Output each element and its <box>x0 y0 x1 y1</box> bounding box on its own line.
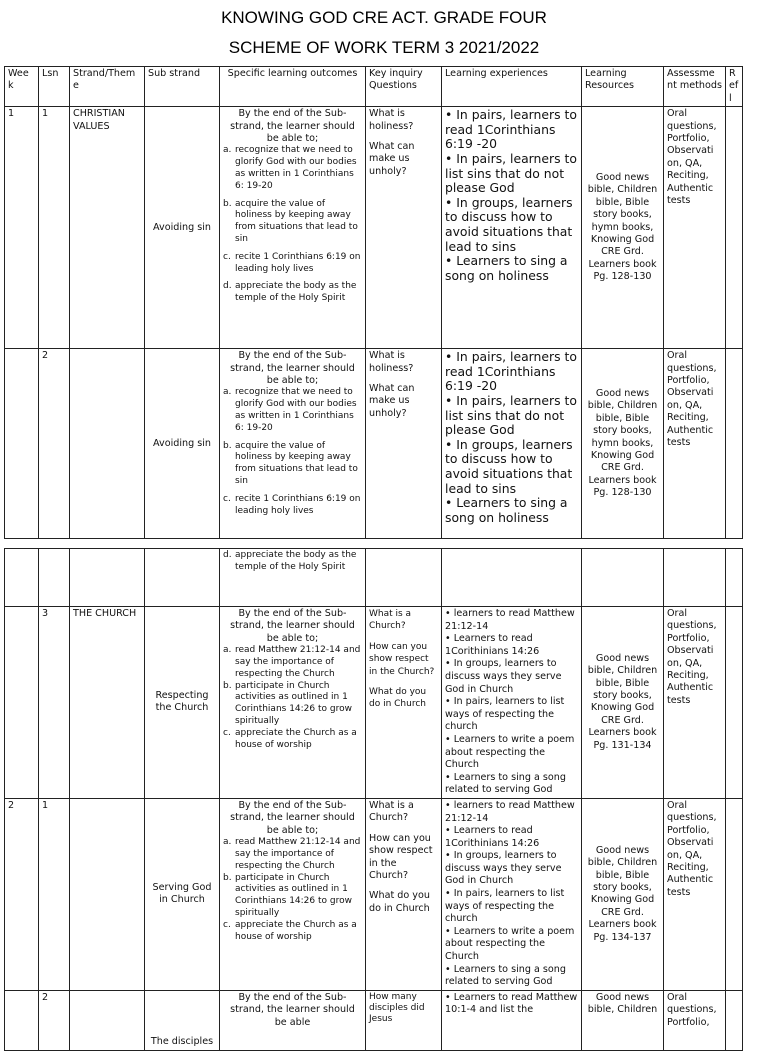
header-resources: Learning Resources <box>582 67 664 107</box>
outcome-letter: a. <box>223 837 232 848</box>
outcome-item <box>223 199 362 246</box>
outcome-letter: d. <box>223 281 232 292</box>
cell-strand <box>70 798 145 990</box>
experience-item: • In pairs, learners to read 1Corinthians 6:19 -20 <box>445 107 577 152</box>
cell-outcomes <box>220 349 366 539</box>
cell-experiences <box>442 607 582 799</box>
cell-resources: Good news bible, Children bible, Bible story books, Knowing God CRE Grd. Learners book Pg. 134-137 <box>582 798 664 990</box>
outcome-item <box>223 145 362 192</box>
header-strand: Strand/Them e <box>70 67 145 107</box>
experience-item: • In groups, learners to discuss ways they serve God in Church <box>445 658 562 695</box>
outcome-item <box>223 387 362 434</box>
outcome-text: read Matthew 21:12-14 and say the importance of respecting the Church <box>235 645 361 679</box>
experience-item: • Learners to sing a song on holiness <box>445 495 568 525</box>
outcome-lead: By the end of the Sub-strand, the learner should be able to; <box>230 350 355 387</box>
outcome-letter: c. <box>223 919 231 930</box>
table-row <box>5 107 743 349</box>
inquiry-question: What is holiness? <box>369 350 414 374</box>
header-experiences: Learning experiences <box>442 67 582 107</box>
experience-item: • In pairs, learners to list ways of respecting the church <box>445 696 565 733</box>
outcome-letter: c. <box>223 727 231 738</box>
outcome-lead: By the end of the Sub-strand, the learner should be able to; <box>230 608 355 644</box>
cell-week <box>5 549 39 607</box>
cell-strand <box>70 549 145 607</box>
cell-assessment: Oral questions, Portfolio, Observati on, QA, Reciting, Authentic tests <box>664 607 726 799</box>
header-outcomes: Specific learning outcomes <box>220 67 366 107</box>
experience-item: • Learners to sing a song related to serving God <box>445 963 566 988</box>
outcome-text: appreciate the Church as a house of worship <box>235 919 357 942</box>
scheme-table-part-2 <box>4 548 743 1051</box>
experience-item: • In pairs, learners to read 1Corinthians 6:19 -20 <box>445 349 577 394</box>
inquiry-question: What do you do in Church <box>369 687 427 710</box>
header-week: Wee k <box>5 67 39 107</box>
outcome-item <box>223 645 362 680</box>
cell-assessment: Oral questions, Portfolio, Observati on, QA, Reciting, Authentic tests <box>664 798 726 990</box>
inquiry-question: What is a Church? <box>369 609 412 632</box>
header-ref: R ef l <box>726 67 743 107</box>
cell-outcomes <box>220 990 366 1050</box>
cell-ref <box>726 607 743 799</box>
header-substrand: Sub strand <box>145 67 220 107</box>
cell-ref <box>726 990 743 1050</box>
cell-strand <box>70 349 145 539</box>
outcome-letter: b. <box>223 872 232 883</box>
cell-lsn: 1 <box>39 798 70 990</box>
cell-week <box>5 349 39 539</box>
cell-substrand: The disciples <box>145 990 220 1050</box>
inquiry-question: How many disciples did Jesus <box>369 991 425 1024</box>
outcome-letter: a. <box>223 645 232 656</box>
outcome-item <box>223 920 362 944</box>
experience-item: • In groups, learners to discuss ways they serve God in Church <box>445 850 562 887</box>
cell-lsn: 3 <box>39 607 70 799</box>
cell-assessment: Oral questions, Portfolio, Observati on, QA, Reciting, Authentic tests <box>664 107 726 349</box>
cell-inquiry <box>366 349 442 539</box>
experience-item: • In pairs, learners to list sins that do not please God <box>445 393 577 438</box>
cell-assessment <box>664 549 726 607</box>
cell-experiences <box>442 349 582 539</box>
cell-week: 2 <box>5 798 39 990</box>
cell-lsn: 1 <box>39 107 70 349</box>
outcome-letter: b. <box>223 198 232 209</box>
cell-experiences <box>442 107 582 349</box>
inquiry-question: What can make us unholy? <box>369 141 415 177</box>
cell-ref <box>726 549 743 607</box>
outcome-text: recite 1 Corinthians 6:19 on leading holy lives <box>235 251 361 274</box>
header-lsn: Lsn <box>39 67 70 107</box>
outcome-letter: a. <box>223 145 232 156</box>
outcome-item <box>223 873 362 920</box>
cell-assessment: Oral questions, Portfolio, Observati on, QA, Reciting, Authentic tests <box>664 349 726 539</box>
inquiry-question: How can you show respect in the Church? <box>369 832 433 881</box>
table-row <box>5 607 743 799</box>
cell-inquiry <box>366 990 442 1050</box>
experience-item: • Learners to sing a song related to serving God <box>445 771 566 796</box>
header-inquiry: Key inquiry Questions <box>366 67 442 107</box>
cell-ref <box>726 349 743 539</box>
cell-ref <box>726 107 743 349</box>
experience-item: • In pairs, learners to list ways of respecting the church <box>445 888 565 925</box>
cell-lsn <box>39 549 70 607</box>
table-row <box>5 990 743 1050</box>
cell-strand: THE CHURCH <box>70 607 145 799</box>
header-row <box>5 67 743 107</box>
scheme-table-part-1 <box>4 66 743 539</box>
experience-item: • Learners to read Matthew 10:1-4 and list the <box>445 991 578 1016</box>
cell-lsn: 2 <box>39 990 70 1050</box>
cell-inquiry <box>366 549 442 607</box>
cell-strand: CHRISTIAN VALUES <box>70 107 145 349</box>
document-title: KNOWING GOD CRE ACT. GRADE FOUR <box>221 8 547 27</box>
inquiry-question: How can you show respect in the Church? <box>369 641 435 677</box>
outcome-lead: By the end of the Sub-strand, the learner should be able to; <box>230 108 355 145</box>
outcome-text: recognize that we need to glorify God with our bodies as written in 1 Corinthians 6: 19-20 <box>235 387 357 433</box>
outcome-item <box>223 550 362 574</box>
experience-item: • In groups, learners to discuss how to avoid situations that lead to sins <box>445 436 573 496</box>
outcome-item <box>223 441 362 488</box>
table-row <box>5 349 743 539</box>
outcome-item <box>223 837 362 872</box>
table-row <box>5 798 743 990</box>
cell-substrand: Serving God in Church <box>145 798 220 990</box>
experience-item: • In groups, learners to discuss how to avoid situations that lead to sins <box>445 194 573 254</box>
outcome-text: acquire the value of holiness by keeping away from situations that lead to sin <box>235 198 358 245</box>
outcome-lead: By the end of the Sub-strand, the learner should be able to; <box>230 799 355 836</box>
cell-inquiry <box>366 798 442 990</box>
cell-week <box>5 990 39 1050</box>
cell-resources <box>582 549 664 607</box>
outcome-text: appreciate the body as the temple of the Holy Spirit <box>235 281 357 304</box>
experience-item: • Learners to write a poem about respecting the Church <box>445 733 575 771</box>
outcome-letter: b. <box>223 440 232 451</box>
experience-item: • learners to read Matthew 21:12-14 <box>445 608 575 632</box>
cell-outcomes <box>220 549 366 607</box>
outcome-text: recite 1 Corinthians 6:19 on leading holy lives <box>235 493 361 516</box>
inquiry-question: What is holiness? <box>369 108 414 132</box>
outcome-text: acquire the value of holiness by keeping away from situations that lead to sin <box>235 440 358 487</box>
cell-ref <box>726 798 743 990</box>
inquiry-question: What is a Church? <box>369 799 414 824</box>
outcome-text: recognize that we need to glorify God with our bodies as written in 1 Corinthians 6: 19-20 <box>235 145 357 191</box>
outcome-letter: b. <box>223 680 232 691</box>
cell-experiences <box>442 990 582 1050</box>
cell-experiences <box>442 549 582 607</box>
outcome-item <box>223 494 362 518</box>
outcome-text: appreciate the body as the temple of the Holy Spirit <box>235 550 357 572</box>
outcome-text: read Matthew 21:12-14 and say the importance of respecting the Church <box>235 837 361 871</box>
cell-substrand <box>145 549 220 607</box>
cell-outcomes <box>220 607 366 799</box>
cell-resources: Good news bible, Children bible, Bible story books, Knowing God CRE Grd. Learners book Pg. 131-134 <box>582 607 664 799</box>
cell-substrand: Respecting the Church <box>145 607 220 799</box>
cell-resources: Good news bible, Children <box>582 990 664 1050</box>
experience-item: • learners to read Matthew 21:12-14 <box>445 799 575 824</box>
outcome-letter: c. <box>223 251 231 262</box>
outcome-text: appreciate the Church as a house of worship <box>235 727 357 750</box>
outcome-item <box>223 252 362 276</box>
cell-resources: Good news bible, Children bible, Bible story books, hymn books, Knowing God CRE Grd. Learners book Pg. 128-130 <box>582 349 664 539</box>
experience-item: • Learners to write a poem about respecting the Church <box>445 925 575 963</box>
cell-substrand: Avoiding sin <box>145 107 220 349</box>
cell-experiences <box>442 798 582 990</box>
header-assessment: Assessme nt methods <box>664 67 726 107</box>
cell-inquiry <box>366 107 442 349</box>
table-row-continued <box>5 549 743 607</box>
outcome-letter: a. <box>223 387 232 398</box>
cell-week <box>5 607 39 799</box>
cell-outcomes <box>220 798 366 990</box>
cell-inquiry <box>366 607 442 799</box>
cell-strand <box>70 990 145 1050</box>
cell-assessment: Oral questions, Portfolio, <box>664 990 726 1050</box>
cell-lsn: 2 <box>39 349 70 539</box>
outcome-lead: By the end of the Sub-strand, the learner should be able <box>230 991 355 1028</box>
experience-item: • Learners to read 1Corithinians 14:26 <box>445 633 540 657</box>
outcome-item <box>223 681 362 728</box>
outcome-text: participate in Church activities as outlined in 1 Corinthians 14:26 to grow spiritually <box>235 872 352 918</box>
experience-item: • In pairs, learners to list sins that do not please God <box>445 151 577 196</box>
outcome-text: participate in Church activities as outlined in 1 Corinthians 14:26 to grow spiritually <box>235 680 352 726</box>
cell-resources: Good news bible, Children bible, Bible story books, hymn books, Knowing God CRE Grd. Learners book Pg. 128-130 <box>582 107 664 349</box>
cell-week: 1 <box>5 107 39 349</box>
outcome-letter: d. <box>223 550 232 560</box>
outcome-item <box>223 281 362 305</box>
outcome-item <box>223 728 362 752</box>
experience-item: • Learners to read 1Corithinians 14:26 <box>445 825 540 849</box>
inquiry-question: What do you do in Church <box>369 890 430 914</box>
cell-substrand: Avoiding sin <box>145 349 220 539</box>
cell-outcomes <box>220 107 366 349</box>
document-subtitle: SCHEME OF WORK TERM 3 2021/2022 <box>228 38 540 57</box>
experience-item: • Learners to sing a song on holiness <box>445 253 568 283</box>
inquiry-question: What can make us unholy? <box>369 383 415 419</box>
outcome-letter: c. <box>223 493 231 504</box>
